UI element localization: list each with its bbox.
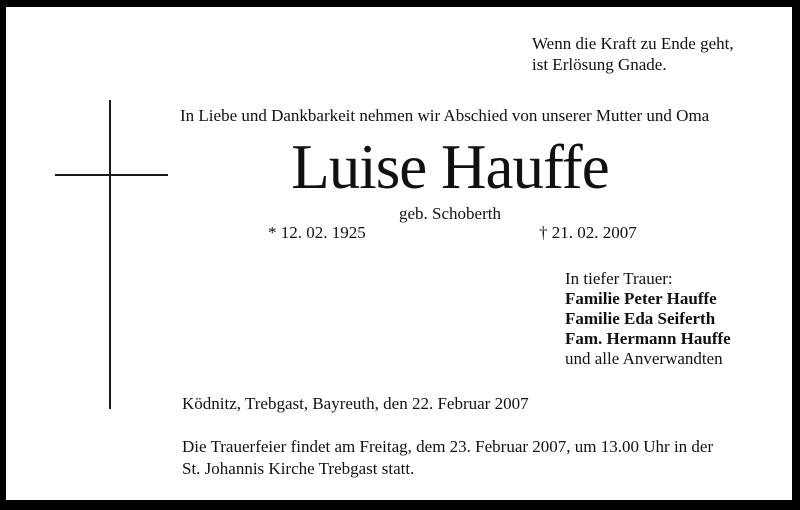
maiden-name: geb. Schoberth: [399, 204, 501, 223]
mourner-family-1: Familie Peter Hauffe: [565, 289, 717, 308]
funeral-info: [182, 436, 713, 480]
death-date: † 21. 02. 2007: [539, 223, 637, 242]
birth-date: * 12. 02. 1925: [268, 223, 366, 242]
epigraph-line-1: Wenn die Kraft zu Ende geht,: [532, 34, 734, 53]
epigraph-line-2: ist Erlösung Gnade.: [532, 55, 667, 74]
notice-paper: [6, 7, 792, 500]
memorial-cross-vertical-bar: [109, 100, 111, 409]
funeral-line-1: Die Trauerfeier findet am Freitag, dem 23. Februar 2007, um 13.00 Uhr in der: [182, 437, 714, 456]
mourners-heading: In tiefer Trauer:: [565, 269, 673, 288]
deceased-name: Luise Hauffe: [291, 132, 609, 202]
memorial-cross-horizontal-bar: [55, 174, 168, 176]
epigraph: [532, 33, 734, 75]
funeral-line-2: St. Johannis Kirche Trebgast statt.: [182, 459, 415, 478]
dateline: Ködnitz, Trebgast, Bayreuth, den 22. Februar 2007: [182, 394, 529, 413]
mourners-block: [565, 269, 731, 369]
intro-line: In Liebe und Dankbarkeit nehmen wir Abschied von unserer Mutter und Oma: [180, 106, 710, 125]
mourners-footer: und alle Anverwandten: [565, 349, 723, 368]
mourner-family-3: Fam. Hermann Hauffe: [565, 329, 731, 348]
mourner-family-2: Familie Eda Seiferth: [565, 309, 716, 328]
